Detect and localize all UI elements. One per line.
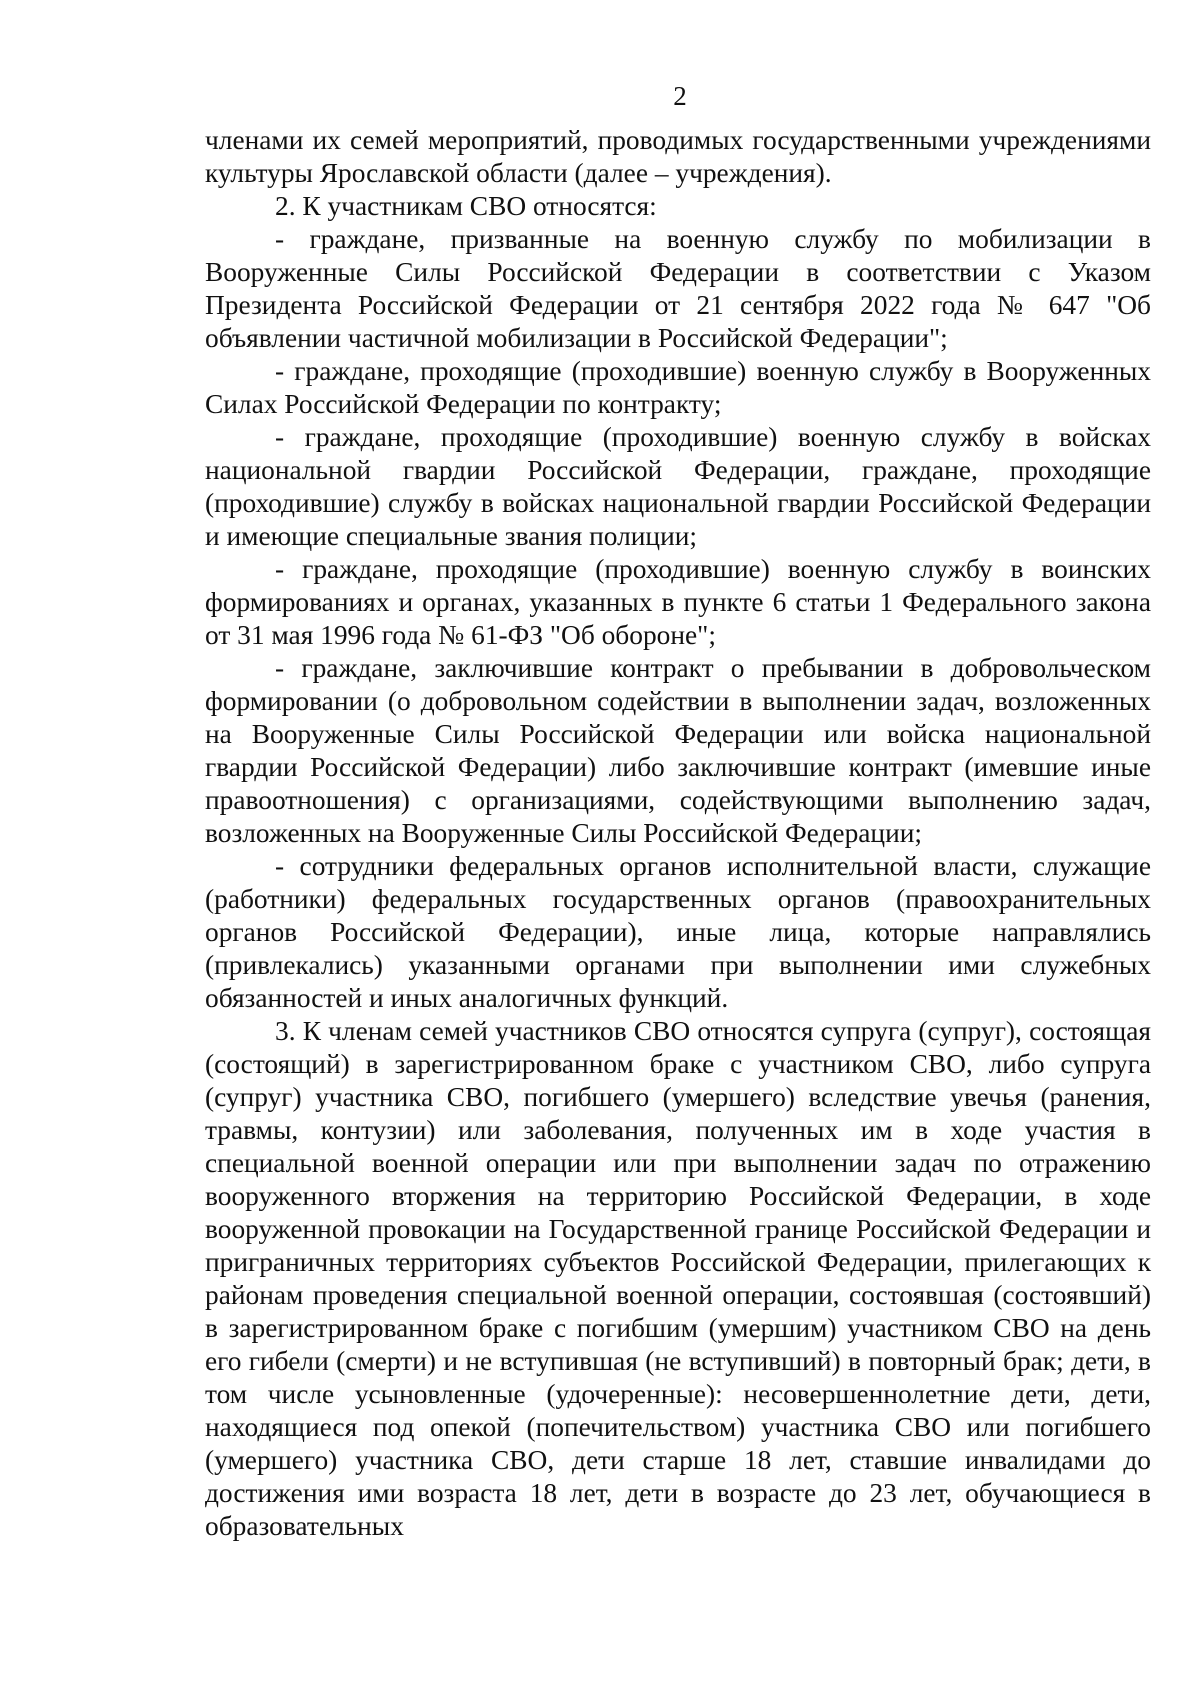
paragraph-list-item: - граждане, проходящие (проходившие) военную службу в войсках национальной гвардии Российской Федерации, граждане, проходящие (проходившие) службу в войсках национальной гвардии Российской Федерации и имеющие специальные звания полиции; [205,422,1151,551]
paragraph-list-item: - граждане, призванные на военную службу по мобилизации в Вооруженные Силы Российской Федерации в соответствии с Указом Президента Российской Федерации от 21 сентября 2022 года № 647 "Об объявлении частичной мобилизации в Российской Федерации"; [205,224,1151,353]
document-body [205,124,1151,1543]
paragraph-list-item: - граждане, проходящие (проходившие) военную службу в воинских формированиях и органах, указанных в пункте 6 статьи 1 Федерального закона от 31 мая 1996 года № 61-ФЗ "Об обороне"; [205,554,1151,650]
paragraph-continuation: членами их семей мероприятий, проводимых государственными учреждениями культуры Ярославской области (далее – учреждения). [205,125,1151,188]
paragraph-item-3: 3. К членам семей участников СВО относятся супруга (супруг), состоящая (состоящий) в зарегистрированном браке с участником СВО, либо супруга (супруг) участника СВО, погибшего (умершего) вследствие увечья (ранения, травмы, контузии) или заболевания, полученных им в ходе участия в специальной военной операции или при выполнении задач по отражению вооруженного вторжения на территорию Российской Федерации, в ходе вооруженной провокации на Государственной границе Российской Федерации и приграничных территориях субъектов Российской Федерации, прилегающих к районам проведения специальной военной операции, состоявшая (состоявший) в зарегистрированном браке с погибшим (умершим) участником СВО на день его гибели (смерти) и не вступившая (не вступивший) в повторный брак; дети, в том числе усыновленные (удочеренные): несовершеннолетние дети, дети, находящиеся под опекой (попечительством) участника СВО или погибшего (умершего) участника СВО, дети старше 18 лет, ставшие инвалидами до достижения ими возраста 18 лет, дети в возрасте до 23 лет, обучающиеся в образовательных [205,1016,1151,1541]
paragraph-list-item: - сотрудники федеральных органов исполнительной власти, служащие (работники) федеральных государственных органов (правоохранительных органов Российской Федерации), иные лица, которые направлялись (привлекались) указанными органами при выполнении ими служебных обязанностей и иных аналогичных функций. [205,851,1151,1013]
page-number: 2 [673,81,687,111]
paragraph-list-item: - граждане, заключившие контракт о пребывании в добровольческом формировании (о добровольном содействии в выполнении задач, возложенных на Вооруженные Силы Российской Федерации или войска национальной гвардии Российской Федерации) либо заключившие контракт (имевшие иные правоотношения) с организациями, содействующими выполнению задач, возложенных на Вооруженные Силы Российской Федерации; [205,653,1151,848]
paragraph-item-2-heading: 2. К участникам СВО относятся: [275,191,657,221]
paragraph-list-item: - граждане, проходящие (проходившие) военную службу в Вооруженных Силах Российской Федерации по контракту; [205,356,1151,419]
